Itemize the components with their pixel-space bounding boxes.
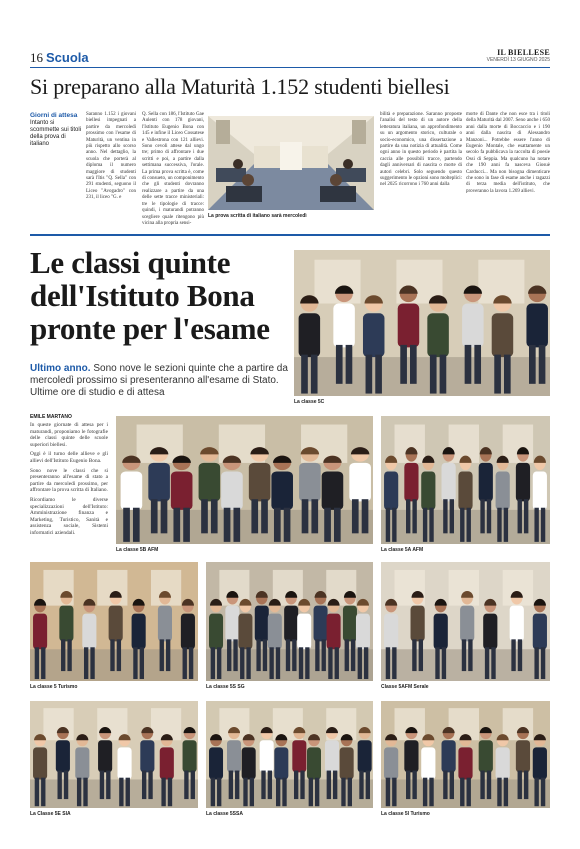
article1-headline: Si preparano alla Maturità 1.152 studenti biellesi <box>30 74 450 99</box>
class-photo-5c <box>294 250 550 396</box>
article1-photo-caption: La prova scritta di italiano sarà mercoledì <box>208 213 307 219</box>
article2-lead <box>30 363 290 399</box>
class-photo-caption: La classe 5SSA <box>206 811 243 817</box>
class-photo-caption: La classe 5I Turismo <box>381 811 430 817</box>
page-number: 16 <box>30 50 43 65</box>
class-photo-caption: La Classe 5E SIA <box>30 811 71 817</box>
issue-date: VENERDÌ 13 GIUGNO 2025 <box>486 57 550 63</box>
class-photo-caption: La classe 5C <box>294 399 325 405</box>
class-photo-5e-sia <box>30 701 198 808</box>
class-photo-caption: Classe 5AFM Serale <box>381 684 429 690</box>
class-photo-5s-sg <box>206 562 373 681</box>
masthead <box>487 48 550 63</box>
article1-column-1: Saranno 1.152 i giovani biellesi impegnati a partire da mercoledì prossimo con l'esame di Maturità, un ventina in più rispetto allo scorso anno. Nel dettaglio, la scuola che porterà al diploma il numero maggiore di studenti sarà l'Itis "Q. Sella" con 291 studenti, seguono il Liceo "Avogadro" con 231, il liceo "G. e <box>86 112 136 201</box>
class-photo-caption: La classe 5 Turismo <box>30 684 78 690</box>
class-photo-5a-afm <box>381 416 550 544</box>
article1-sidebar <box>30 112 82 148</box>
newspaper-brand: IL BIELLESE <box>497 48 550 57</box>
class-photo-5afm-serale <box>381 562 550 681</box>
page-header <box>30 50 550 68</box>
article2-paragraph: In queste giornate di attesa per i maturandi, proponiamo le fotografie delle classi quinte delle scuole superiori biellesi. <box>30 422 108 448</box>
article2-paragraph: Ricordiamo le diverse specializzazioni dell'Istituto: Amministrazione finanza e Marketing, Turistico, Sanità e assistenza sociale, Sistemi informatici aziendali. <box>30 496 108 536</box>
class-photo-5b-afm <box>116 416 373 544</box>
class-photo-5ssa <box>206 701 373 808</box>
class-photo-5-turismo <box>30 562 198 681</box>
class-photo-caption: La classe 5S SG <box>206 684 245 690</box>
class-photo-caption: La classe 5A AFM <box>381 547 424 553</box>
section-label: Scuola <box>46 50 89 65</box>
article1-kicker: Giorni di attesa <box>30 112 78 119</box>
section-divider <box>30 234 550 236</box>
article2-paragraph: Sono nove le classi che si presenteranno all'esame di stato a partire da mercoledì prossimo, per affrontare la prova scritta di Italiano. <box>30 467 108 494</box>
article2-headline: Le classi quinte dell'Istituto Bona pronte per l'esame <box>30 245 270 346</box>
article1-column-3: bilità e preparazione. Saranno proposte l'analisi del testo di un autore della letteratura italiana, un approfondimento su un argomento storico, culturale o socio-economico, una dissertazione a partire da una notizia di attualità. Come ogni anno in questo periodo è partita la caccia alle possibili tracce, partendo dagli anniversari di nascita o morte di autori celebri. Solo seguendo questo suggerimento le opzioni sono molteplici: nel 2025 ricorrono i 760 anni dalla <box>380 112 462 188</box>
article1-column-2: Q. Sella con 186, l'Istituto Gae Aulenti con 178 giovani, l'Istituto Eugenio Bona con 145 e infine il Liceo Cossatese e Vallestrona con 121 allievi. Sono cevoli attese dal ungo tre; primo di affrontare i due scritti e poi, a partire dalla settimana successiva, l'orale. La prima prova scritta è, come di consueto, un componimento che gli studenti dovranno realizzare a partire da una delle sette tracce ministeriali: tre le tipologie di tracce: quindi, i maturandi potranno scegliere quale ritengono più vicina alla propria sensi- <box>142 112 204 226</box>
article2-lead-kicker: Ultimo anno. <box>30 363 91 374</box>
article2-lead-text: Sono nove le sezioni quinte che a partire da mercoledì prossimo si presenteranno all'esame di Stato. Ultime ore di studio e di attesa <box>30 363 288 398</box>
article2-author: EMILE MARTANO <box>30 414 72 420</box>
article1-column-4: morte di Dante che non esce tra i titoli della Maturità dal 2007. Seno anche i 650 anni dalla morte di Boccaccio e i 190 anni dalla nascita di Alessandro Manzoni... Potrebbe essere l'anno di Eugenio Montale, che esattamente un secolo fa pubblicava la raccolta di poesie Ossi di Seppia. Ma qualcuno ha notare che 190 anni fa nasceva Giosuè Carducci... Ma non bisogna dimenticare che sono in fase di esame anche i ragazzi di terza media dell'istituto, che proveranno la lavora 1.269 allievi. <box>466 112 550 194</box>
class-photo-5i-turismo <box>381 701 550 808</box>
article2-body <box>30 422 108 540</box>
article2-paragraph: Oggi è il turno delle allieve e gli allievi dell'Istituto Eugenio Bona. <box>30 451 108 464</box>
article1-photo <box>208 116 374 210</box>
article1-subtitle: Intanto si scommette sui titoli della prova di italiano <box>30 120 82 147</box>
article1 <box>30 112 550 226</box>
class-photo-caption: La classe 5B AFM <box>116 547 159 553</box>
